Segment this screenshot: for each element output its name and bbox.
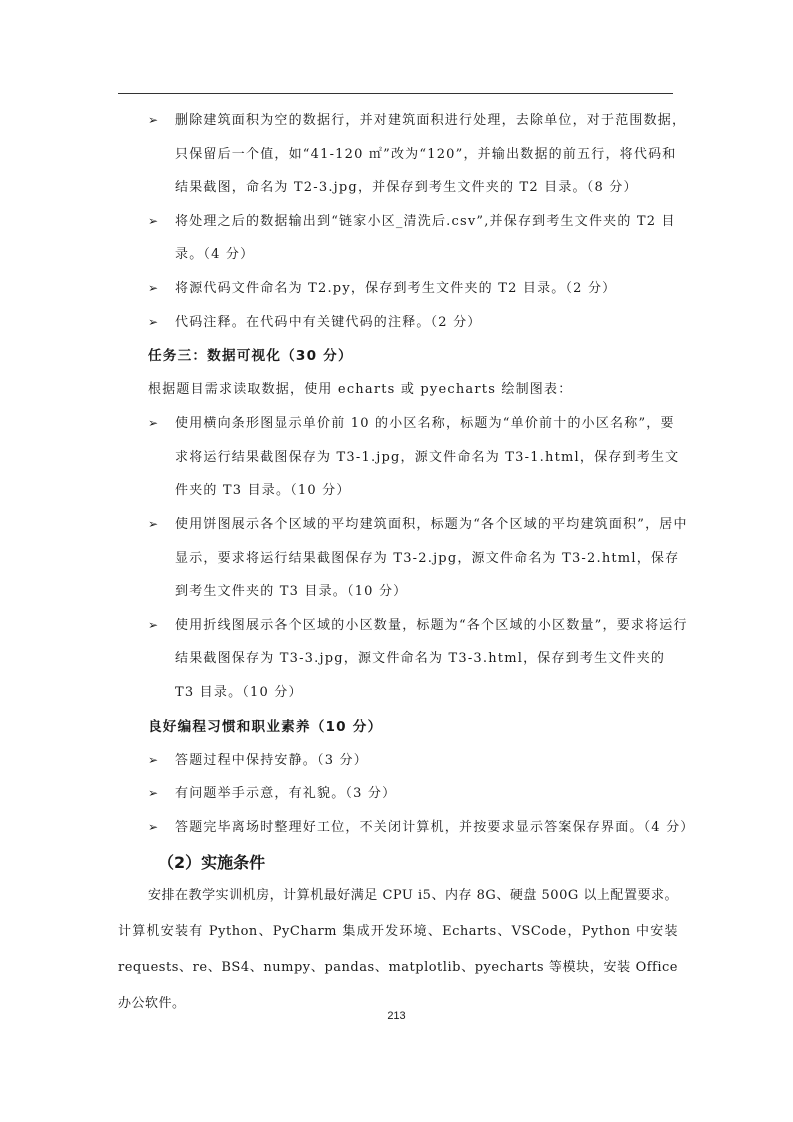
list-item: ➢ 答题完毕离场时整理好工位，不关闭计算机，并按要求显示答案保存界面。（4 分） — [148, 811, 688, 845]
list-item: ➢ 将处理之后的数据输出到“链家小区_清洗后.csv”,并保存到考生文件夹的 T2 目录。（4 分） — [148, 205, 688, 272]
header-rule — [118, 93, 673, 94]
arrow-bullet-icon: ➢ — [148, 617, 160, 632]
arrow-bullet-icon: ➢ — [148, 416, 160, 431]
list-item: ➢ 有问题举手示意，有礼貌。（3 分） — [148, 777, 688, 811]
page-number: 213 — [387, 1010, 406, 1022]
conditions-paragraph: 安排在教学实训机房，计算机最好满足 CPU i5、内存 8G、硬盘 500G 以上配置要求。计算机安装有 Python、PyCharm 集成开发环境、Echarts、VSCode，Python 中安装 requests、re、BS4、numpy、pandas、matplotlib、pyecharts 等模块，安装 Office 办公软件。 — [118, 888, 678, 1011]
arrow-bullet-icon: ➢ — [148, 752, 160, 767]
section-title: （2）实施条件 — [158, 853, 266, 873]
arrow-bullet-icon: ➢ — [148, 314, 160, 329]
arrow-bullet-icon: ➢ — [148, 516, 160, 531]
list-item: ➢ 删除建筑面积为空的数据行，并对建筑面积进行处理，去除单位，对于范围数据，只保留后一个值，如“41-120 ㎡”改为“120”，并输出数据的前五行，将代码和结果截图，命名为 T2-3.jpg，并保存到考生文件夹的 T2 目录。（8 分） — [148, 104, 688, 205]
list-item: ➢ 使用饼图展示各个区域的平均建筑面积，标题为“各个区域的平均建筑面积”，居中显示，要求将运行结果截图保存为 T3-2.jpg，源文件命名为 T3-2.html，保存到考生文件夹的 T3 目录。（10 分） — [148, 508, 688, 609]
task3-heading: 任务三：数据可视化（30 分） — [148, 348, 353, 365]
document-body — [148, 104, 695, 882]
arrow-bullet-icon: ➢ — [148, 213, 160, 228]
list-item: ➢ 答题过程中保持安静。（3 分） — [148, 744, 688, 778]
list-item: ➢ 使用折线图展示各个区域的小区数量，标题为“各个区域的小区数量”，要求将运行结果截图保存为 T3-3.jpg，源文件命名为 T3-3.html，保存到考生文件夹的 T3 目录。（10 分） — [148, 609, 688, 710]
list-item: ➢ 代码注释。在代码中有关键代码的注释。（2 分） — [148, 306, 688, 340]
list-item: ➢ 将源代码文件命名为 T2.py，保存到考生文件夹的 T2 目录。（2 分） — [148, 272, 688, 306]
arrow-bullet-icon: ➢ — [148, 113, 160, 127]
habits-heading: 良好编程习惯和职业素养（10 分） — [148, 718, 383, 735]
arrow-bullet-icon: ➢ — [148, 819, 160, 834]
task3-intro: 根据题目需求读取数据，使用 echarts 或 pyecharts 绘制图表： — [148, 382, 573, 398]
arrow-bullet-icon: ➢ — [148, 786, 160, 801]
list-item: ➢ 使用横向条形图显示单价前 10 的小区名称，标题为“单价前十的小区名称”，要求将运行结果截图保存为 T3-1.jpg，源文件命名为 T3-1.html，保存到考生文件夹的 T3 目录。（10 分） — [148, 407, 688, 508]
arrow-bullet-icon: ➢ — [148, 280, 160, 295]
